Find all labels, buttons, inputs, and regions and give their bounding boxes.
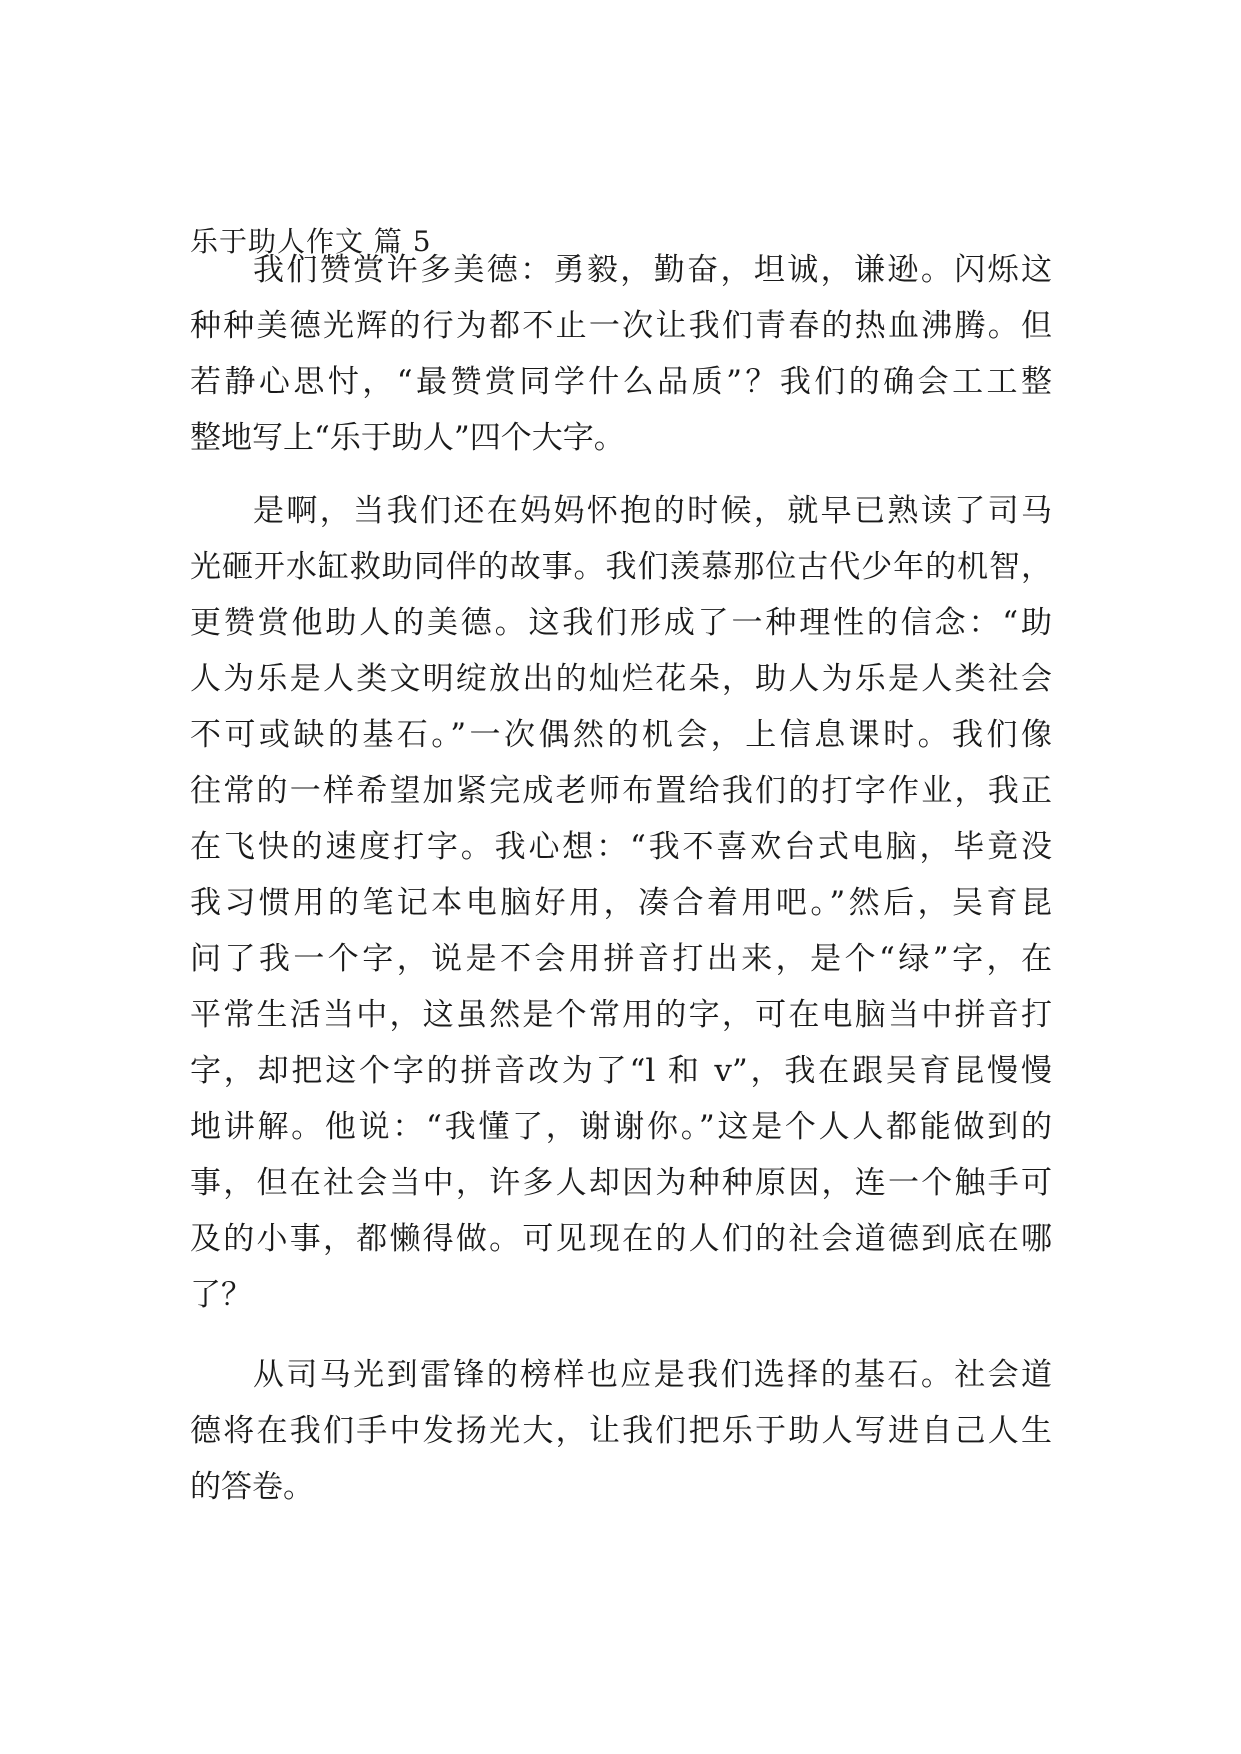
paragraph-2-line-5: 不可或缺的基石。”一次偶然的机会，上信息课时。我们像 [190,717,1052,753]
paragraph-2-line-12: 地讲解。他说：“我懂了，谢谢你。”这是个人人都能做到的 [190,1109,1052,1145]
paragraph-1-line-2: 种种美德光辉的行为都不止一次让我们青春的热血沸腾。但 [190,308,1052,344]
paragraph-3-line-2: 德将在我们手中发扬光大，让我们把乐于助人写进自己人生 [190,1413,1052,1449]
paragraph-2-line-15: 了？ [190,1277,252,1313]
paragraph-2-line-13: 事，但在社会当中，许多人却因为种种原因，连一个触手可 [190,1165,1052,1201]
paragraph-2-line-2: 光砸开水缸救助同伴的故事。我们羡慕那位古代少年的机智， [190,549,1052,585]
paragraph-2-line-1: 是啊，当我们还在妈妈怀抱的时候，就早已熟读了司马 [253,493,1052,529]
paragraph-1-line-4: 整地写上“乐于助人”四个大字。 [190,420,625,456]
paragraph-2-line-6: 往常的一样希望加紧完成老师布置给我们的打字作业，我正 [190,773,1052,809]
paragraph-2-line-7: 在飞快的速度打字。我心想：“我不喜欢台式电脑，毕竟没 [190,829,1052,865]
paragraph-2-line-9: 问了我一个字，说是不会用拼音打出来，是个“绿”字，在 [190,941,1052,977]
paragraph-2-line-3: 更赞赏他助人的美德。这我们形成了一种理性的信念：“助 [190,605,1052,641]
paragraph-2-line-14: 及的小事，都懒得做。可见现在的人们的社会道德到底在哪 [190,1221,1052,1257]
paragraph-2-line-8: 我习惯用的笔记本电脑好用，凑合着用吧。”然后，吴育昆 [190,885,1052,921]
paragraph-1-line-1: 我们赞赏许多美德：勇毅，勤奋，坦诚，谦逊。闪烁这 [253,252,1052,288]
paragraph-2-line-10: 平常生活当中，这虽然是个常用的字，可在电脑当中拼音打 [190,997,1052,1033]
paragraph-1-line-3: 若静心思忖，“最赞赏同学什么品质”？我们的确会工工整 [190,364,1052,400]
paragraph-2-line-4: 人为乐是人类文明绽放出的灿烂花朵，助人为乐是人类社会 [190,661,1052,697]
paragraph-2-line-11: 字，却把这个字的拼音改为了“l 和 v”，我在跟吴育昆慢慢 [190,1053,1052,1089]
document-title: 乐于助人作文 篇 5 [190,225,432,258]
paragraph-3-line-1: 从司马光到雷锋的榜样也应是我们选择的基石。社会道 [253,1357,1052,1393]
paragraph-3-line-3: 的答卷。 [190,1469,314,1505]
